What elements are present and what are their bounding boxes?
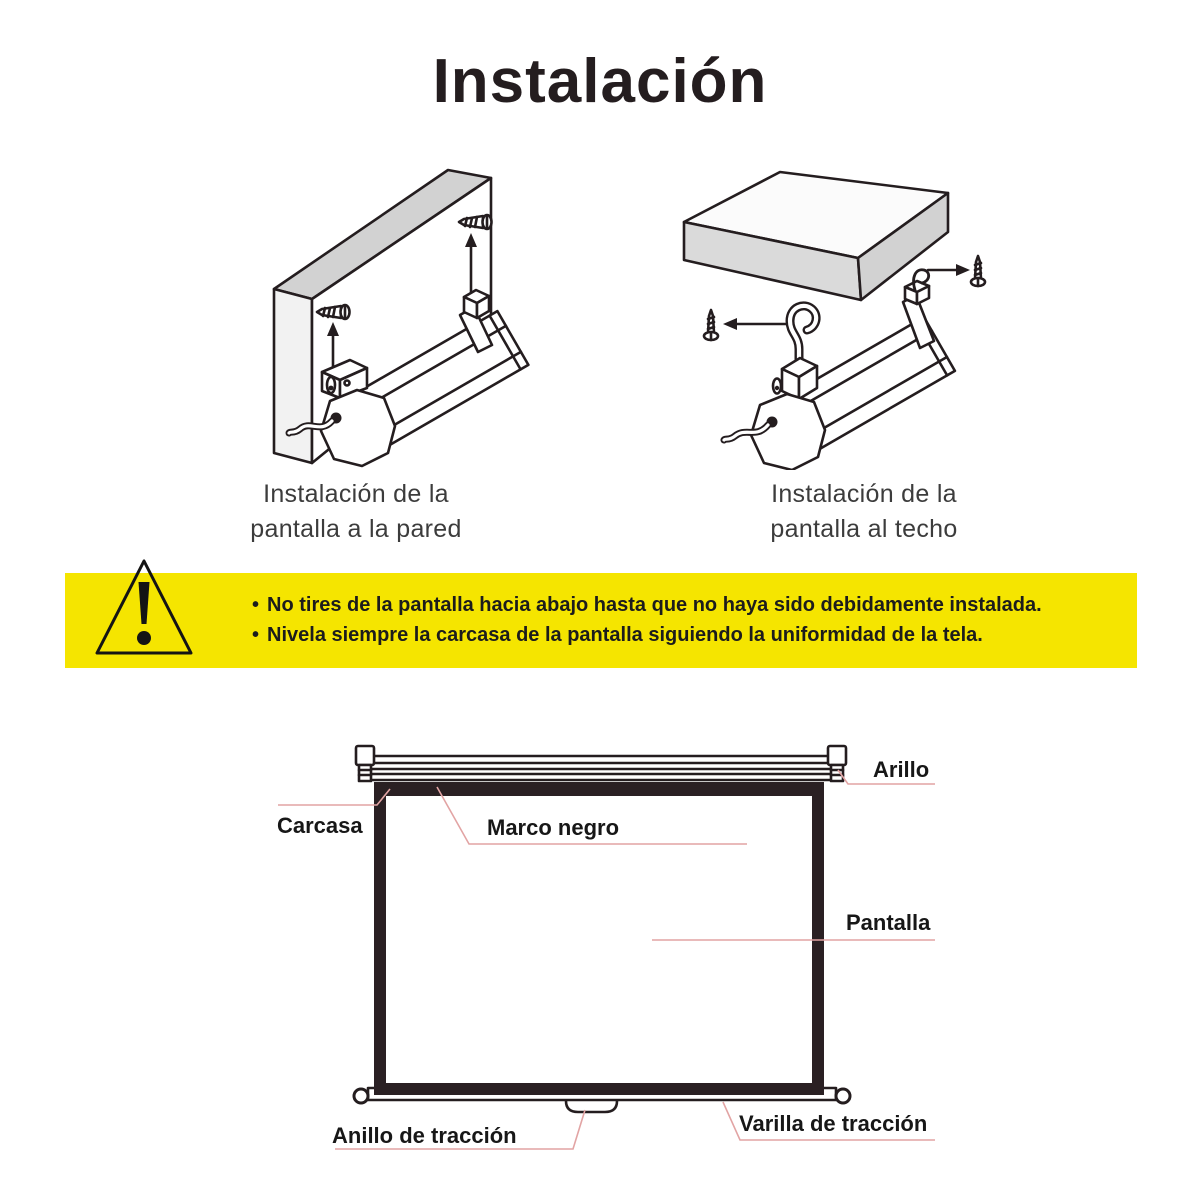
ceiling-caption-line1: Instalación de la [771, 480, 957, 508]
rod-ring-left [354, 1089, 368, 1103]
mount-bracket [464, 290, 489, 318]
arrow-left-icon [723, 318, 786, 330]
mount-bracket [773, 358, 817, 399]
warning-item [252, 594, 1042, 617]
wall-installation-illustration [250, 160, 570, 470]
warning-text [252, 573, 1042, 668]
bullet: • [252, 594, 260, 616]
screw-icon [704, 310, 718, 340]
wall-caption-line2: pantalla a la pared [250, 515, 462, 543]
warning-item-text: Nivela siempre la carcasa de la pantalla siguiendo la uniformidad de la tela. [267, 624, 983, 646]
wall-caption-line1: Instalación de la [263, 480, 449, 508]
screen-parts-diagram [250, 720, 950, 1180]
label-carcasa: Carcasa [277, 813, 363, 838]
screen-housing-bar [370, 756, 832, 780]
ceiling-caption-line2: pantalla al techo [770, 515, 958, 543]
wall-caption [226, 477, 486, 547]
warning-triangle-icon [84, 554, 204, 660]
label-arillo: Arillo [873, 757, 930, 782]
arrow-right-icon [928, 264, 970, 276]
mount-bracket [905, 281, 929, 304]
right-ring-bracket [828, 746, 846, 781]
page-title: Instalación [432, 47, 768, 116]
warning-item-text: No tires de la pantalla hacia abajo hasta que no haya sido debidamente instalada. [267, 594, 1042, 616]
label-varilla-traccion: Varilla de tracción [739, 1111, 928, 1136]
housing-end-cap [321, 390, 395, 466]
screw-icon [971, 256, 985, 286]
warning-item [252, 624, 1042, 647]
ceiling-installation-illustration [660, 160, 1000, 470]
ceiling-slab [684, 172, 948, 300]
rod-ring-right [836, 1089, 850, 1103]
left-ring-bracket [356, 746, 374, 781]
bullet: • [252, 624, 260, 646]
label-anillo-traccion: Anillo de tracción [332, 1123, 517, 1148]
leader-carcasa [278, 789, 390, 805]
ceiling-caption [734, 477, 994, 547]
label-pantalla: Pantalla [846, 910, 931, 935]
warning-banner [65, 573, 1137, 668]
label-marco-negro: Marco negro [487, 815, 620, 840]
